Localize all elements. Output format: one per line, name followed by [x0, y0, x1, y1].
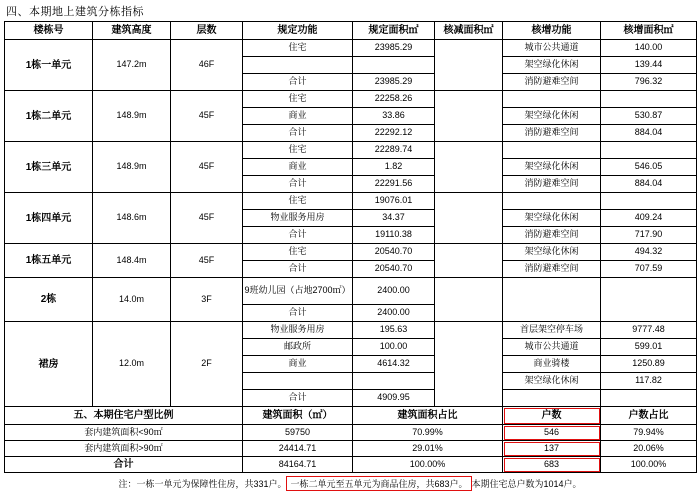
row-function: 住宅 — [243, 244, 353, 261]
row-function: 邮政所 — [243, 339, 353, 356]
table-row — [5, 91, 697, 108]
table-row — [5, 457, 697, 473]
unit-type-area: 24414.71 — [243, 441, 353, 457]
row-plus-area: 884.04 — [601, 176, 697, 193]
building-indicator-table — [4, 21, 697, 473]
row-function: 合计 — [243, 227, 353, 244]
row-function — [243, 57, 353, 74]
table-row — [5, 441, 697, 457]
row-function — [243, 373, 353, 390]
row-plus-function: 架空绿化休闲 — [503, 108, 601, 125]
row-function: 住宅 — [243, 91, 353, 108]
row-area: 195.63 — [353, 322, 435, 339]
row-function: 合计 — [243, 176, 353, 193]
unit-type-label: 合计 — [5, 457, 243, 473]
row-area: 1.82 — [353, 159, 435, 176]
row-plus-function: 架空绿化休闲 — [503, 244, 601, 261]
row-plus-function: 消防避难空间 — [503, 176, 601, 193]
row-plus-area — [601, 91, 697, 108]
row-plus-area — [601, 142, 697, 159]
building-floors: 45F — [171, 193, 243, 244]
unit-type-count-ratio: 20.06% — [601, 441, 697, 457]
footnote-suffix: 本期住宅总户数为1014户。 — [471, 479, 582, 489]
row-plus-area: 530.87 — [601, 108, 697, 125]
row-area: 22289.74 — [353, 142, 435, 159]
row-plus-area: 796.32 — [601, 74, 697, 91]
row-plus-function: 消防避难空间 — [503, 227, 601, 244]
footnote-prefix: 注：一栋一单元为保障性住房，共331户。 — [118, 479, 287, 489]
building-floors: 3F — [171, 278, 243, 322]
row-plus-function: 城市公共通道 — [503, 339, 601, 356]
row-area: 4614.32 — [353, 356, 435, 373]
row-plus-function: 架空绿化休闲 — [503, 57, 601, 74]
row-area: 2400.00 — [353, 278, 435, 305]
row-function: 合计 — [243, 261, 353, 278]
row-function: 合计 — [243, 74, 353, 91]
row-plus-function — [503, 91, 601, 108]
building-floors: 46F — [171, 40, 243, 91]
row-function: 合计 — [243, 390, 353, 407]
building-name: 1栋四单元 — [5, 193, 93, 244]
footnote — [0, 473, 700, 491]
section-4-title: 四、本期地上建筑分栋指标 — [6, 6, 144, 18]
header-function: 规定功能 — [243, 22, 353, 40]
row-plus-area: 707.59 — [601, 261, 697, 278]
unit-type-ratio: 29.01% — [353, 441, 503, 457]
row-plus-function: 架空绿化休闲 — [503, 159, 601, 176]
row-plus-function — [503, 142, 601, 159]
row-plus-function — [503, 193, 601, 210]
section-5-col-area: 建筑面积（㎡） — [243, 407, 353, 425]
row-plus-area: 140.00 — [601, 40, 697, 57]
row-area: 22258.26 — [353, 91, 435, 108]
unit-type-area: 59750 — [243, 425, 353, 441]
row-minus-area — [435, 40, 503, 91]
row-minus-area — [435, 244, 503, 278]
row-plus-area: 494.32 — [601, 244, 697, 261]
row-plus-function: 商业骑楼 — [503, 356, 601, 373]
row-area: 22292.12 — [353, 125, 435, 142]
unit-type-count: 546 — [503, 425, 601, 441]
table-row — [5, 40, 697, 57]
row-plus-function: 架空绿化休闲 — [503, 373, 601, 390]
row-area: 2400.00 — [353, 305, 435, 322]
unit-type-ratio: 100.00% — [353, 457, 503, 473]
header-height: 建筑高度 — [93, 22, 171, 40]
table-row — [5, 322, 697, 339]
row-plus-area: 717.90 — [601, 227, 697, 244]
row-function: 商业 — [243, 108, 353, 125]
row-area: 4909.95 — [353, 390, 435, 407]
header-plus-area: 核增面积㎡ — [601, 22, 697, 40]
row-plus-area: 599.01 — [601, 339, 697, 356]
header-area: 规定面积㎡ — [353, 22, 435, 40]
unit-type-count: 683 — [503, 457, 601, 473]
row-function: 商业 — [243, 159, 353, 176]
row-plus-function: 首层架空停车场 — [503, 322, 601, 339]
footnote-highlight: 一栋二单元至五单元为商品住房，共683户。 — [286, 476, 471, 491]
building-name: 1栋五单元 — [5, 244, 93, 278]
table-row — [5, 425, 697, 441]
unit-type-label: 套内建筑面积<90㎡ — [5, 425, 243, 441]
header-plus-function: 核增功能 — [503, 22, 601, 40]
header-minus-area: 核减面积㎡ — [435, 22, 503, 40]
row-plus-function: 消防避难空间 — [503, 74, 601, 91]
row-area: 34.37 — [353, 210, 435, 227]
row-minus-area — [435, 91, 503, 142]
row-minus-area — [435, 193, 503, 244]
building-name: 2栋 — [5, 278, 93, 322]
table-row — [5, 142, 697, 159]
row-plus-area — [601, 278, 697, 322]
building-floors: 2F — [171, 322, 243, 407]
unit-type-label: 套内建筑面积>90㎡ — [5, 441, 243, 457]
building-height: 147.2m — [93, 40, 171, 91]
row-area — [353, 57, 435, 74]
table-row — [5, 278, 697, 305]
row-plus-area: 139.44 — [601, 57, 697, 74]
unit-type-ratio: 70.99% — [353, 425, 503, 441]
building-name: 1栋三单元 — [5, 142, 93, 193]
building-floors: 45F — [171, 244, 243, 278]
row-plus-area: 9777.48 — [601, 322, 697, 339]
row-plus-area: 409.24 — [601, 210, 697, 227]
row-function: 住宅 — [243, 193, 353, 210]
building-height: 148.6m — [93, 193, 171, 244]
row-area: 23985.29 — [353, 74, 435, 91]
building-name: 1栋一单元 — [5, 40, 93, 91]
row-plus-area: 1250.89 — [601, 356, 697, 373]
header-floors: 层数 — [171, 22, 243, 40]
row-function: 物业服务用房 — [243, 322, 353, 339]
building-height: 14.0m — [93, 278, 171, 322]
row-area: 33.86 — [353, 108, 435, 125]
section-5-header-row — [5, 407, 697, 425]
unit-type-area: 84164.71 — [243, 457, 353, 473]
row-plus-area: 546.05 — [601, 159, 697, 176]
section-5-col-count: 户数 — [503, 407, 601, 425]
table-row — [5, 193, 697, 210]
building-name: 1栋二单元 — [5, 91, 93, 142]
building-name: 裙房 — [5, 322, 93, 407]
building-floors: 45F — [171, 142, 243, 193]
section-5-col-ratio: 建筑面积占比 — [353, 407, 503, 425]
building-height: 148.4m — [93, 244, 171, 278]
row-plus-function: 架空绿化休闲 — [503, 210, 601, 227]
row-plus-function — [503, 390, 601, 407]
row-plus-function: 城市公共通道 — [503, 40, 601, 57]
building-height: 12.0m — [93, 322, 171, 407]
row-plus-area: 117.82 — [601, 373, 697, 390]
row-area: 20540.70 — [353, 244, 435, 261]
row-area: 100.00 — [353, 339, 435, 356]
row-plus-function: 消防避难空间 — [503, 125, 601, 142]
row-function: 物业服务用房 — [243, 210, 353, 227]
row-function: 9班幼儿园（占地2700㎡） — [243, 278, 353, 305]
row-function: 商业 — [243, 356, 353, 373]
row-area — [353, 373, 435, 390]
row-plus-area: 884.04 — [601, 125, 697, 142]
unit-type-count: 137 — [503, 441, 601, 457]
building-floors: 45F — [171, 91, 243, 142]
row-plus-function: 消防避难空间 — [503, 261, 601, 278]
unit-type-count-ratio: 79.94% — [601, 425, 697, 441]
table-header-row — [5, 22, 697, 40]
header-building-no: 楼栋号 — [5, 22, 93, 40]
building-height: 148.9m — [93, 91, 171, 142]
row-area: 19076.01 — [353, 193, 435, 210]
row-function: 合计 — [243, 125, 353, 142]
row-plus-area — [601, 390, 697, 407]
section-5-col-count-ratio: 户数占比 — [601, 407, 697, 425]
row-minus-area — [435, 322, 503, 407]
section-5-title: 五、本期住宅户型比例 — [5, 407, 243, 425]
row-plus-area — [601, 193, 697, 210]
row-function: 住宅 — [243, 142, 353, 159]
row-area: 19110.38 — [353, 227, 435, 244]
row-plus-function — [503, 278, 601, 322]
row-minus-area — [435, 142, 503, 193]
row-area: 22291.56 — [353, 176, 435, 193]
building-height: 148.9m — [93, 142, 171, 193]
row-function: 合计 — [243, 305, 353, 322]
unit-type-count-ratio: 100.00% — [601, 457, 697, 473]
row-function: 住宅 — [243, 40, 353, 57]
table-row — [5, 244, 697, 261]
row-minus-area — [435, 278, 503, 322]
row-area: 23985.29 — [353, 40, 435, 57]
row-area: 20540.70 — [353, 261, 435, 278]
